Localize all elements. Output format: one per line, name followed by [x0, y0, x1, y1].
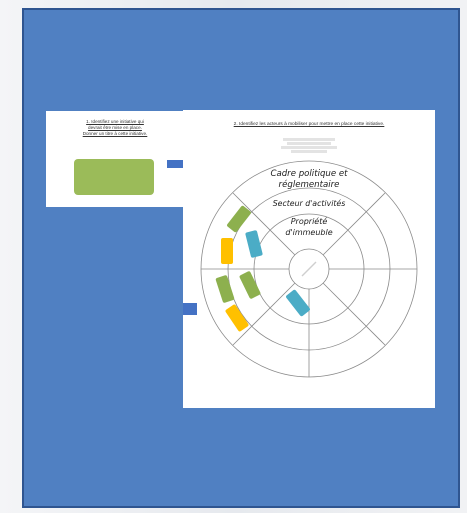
core-mark — [302, 262, 316, 276]
ring-label-outer-line1: Cadre politique et — [270, 169, 348, 179]
step1-line3: Donner un titre à cette initiative. — [82, 131, 148, 136]
step2-title: 2. Identifiez les acteurs à mobiliser pour mettre en place cette initiative. — [233, 122, 385, 127]
step1-card — [46, 111, 184, 207]
spoke-lower-right — [323, 283, 385, 345]
step1-line2: devrait être mise en place. — [88, 125, 142, 130]
ring-label-inner-line1: Propriété — [290, 217, 328, 226]
ring-label-middle: Secteur d'activités — [272, 199, 346, 208]
stakeholder-card-teal[interactable] — [285, 289, 310, 317]
ring-label-inner-line2: d'immeuble — [285, 228, 333, 237]
initiative-title-box[interactable] — [74, 159, 154, 195]
stakeholder-card-green[interactable] — [215, 275, 234, 303]
stakeholder-card-green[interactable] — [239, 271, 261, 300]
step1-instructions — [50, 119, 180, 137]
step1-line1: 1. Identifiez une initiative qui — [86, 119, 144, 124]
spoke-lower-left — [233, 283, 295, 345]
stakeholder-wheel — [183, 110, 435, 408]
stakeholder-card-yellow[interactable] — [225, 304, 249, 332]
stakeholder-card-yellow[interactable] — [221, 238, 233, 264]
ring-label-outer-line2: réglementaire — [278, 180, 340, 190]
